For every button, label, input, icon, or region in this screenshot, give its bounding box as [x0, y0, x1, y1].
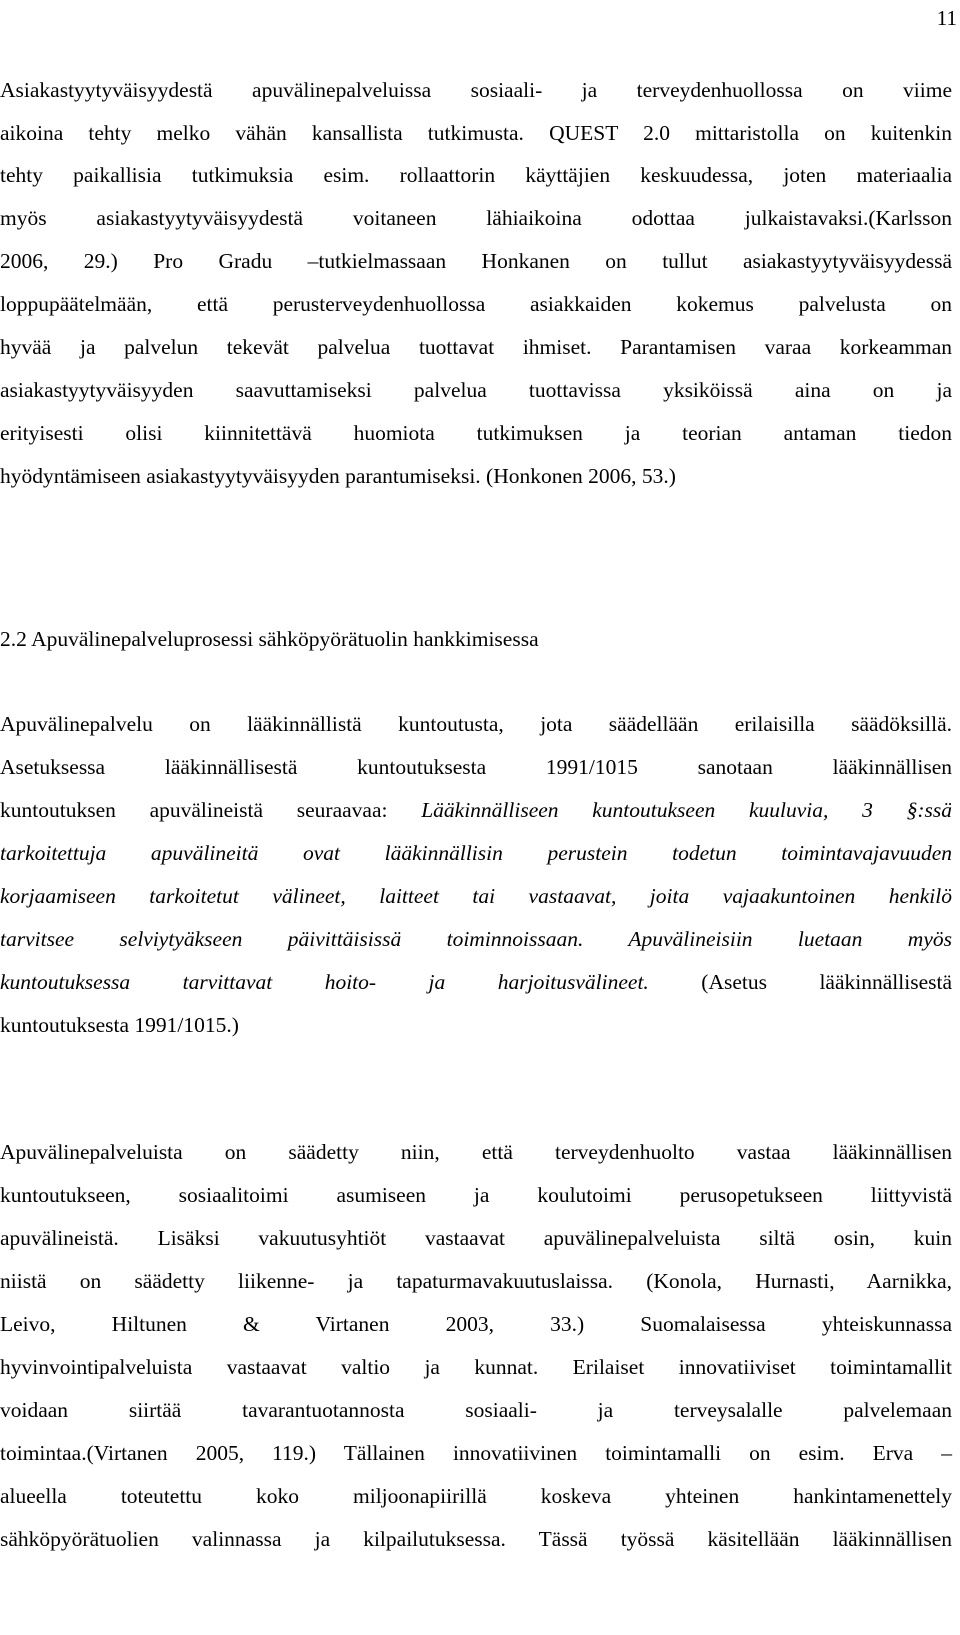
quote-span: tarkoitettuja apuvälineitä ovat lääkinnällisin perustein todetun toimintavajavuuden [0, 841, 952, 865]
paragraph-line: hyvää ja palvelun tekevät palvelua tuottavat ihmiset. Parantamisen varaa korkeamman [0, 335, 952, 359]
paragraph-line: kuntoutukseen, sosiaalitoimi asumiseen ja koulutoimi perusopetukseen liittyvistä [0, 1183, 952, 1207]
paragraph-line: loppupäätelmään, että perusterveydenhuollossa asiakkaiden kokemus palvelusta on [0, 292, 952, 316]
page-number: 11 [936, 6, 957, 30]
paragraph-line: alueella toteutettu koko miljoonapiirillä koskeva yhteinen hankintamenettely [0, 1484, 952, 1508]
paragraph-line: niistä on säädetty liikenne- ja tapaturmavakuutuslaissa. (Konola, Hurnasti, Aarnikka, [0, 1269, 952, 1293]
quote-span: tarvitsee selviytyäkseen päivittäisissä toiminnoissaan. Apuvälineisiin luetaan myös [0, 927, 952, 951]
paragraph-line [0, 796, 952, 824]
text-span: (Asetus lääkinnällisestä [648, 970, 952, 994]
section-heading: 2.2 Apuvälinepalveluprosessi sähköpyörätuolin hankkimisessa [0, 627, 539, 651]
text-span: kuntoutuksen apuvälineistä seuraavaa: [0, 798, 422, 822]
paragraph-line [0, 968, 952, 996]
paragraph-line: aikoina tehty melko vähän kansallista tutkimusta. QUEST 2.0 mittaristolla on kuitenkin [0, 121, 952, 145]
paragraph-line: Asetuksessa lääkinnällisestä kuntoutuksesta 1991/1015 sanotaan lääkinnällisen [0, 755, 952, 779]
paragraph-line: voidaan siirtää tavarantuotannosta sosiaali- ja terveysalalle palvelemaan [0, 1398, 952, 1422]
paragraph-line: erityisesti olisi kiinnitettävä huomiota tutkimuksen ja teorian antaman tiedon [0, 421, 952, 445]
paragraph-line: hyvinvointipalveluista vastaavat valtio ja kunnat. Erilaiset innovatiiviset toimintamallit [0, 1355, 952, 1379]
quote-span: korjaamiseen tarkoitetut välineet, laitteet tai vastaavat, joita vajaakuntoinen henkilö [0, 884, 952, 908]
paragraph-line: Asiakastyytyväisyydestä apuvälinepalveluissa sosiaali- ja terveydenhuollossa on viime [0, 78, 952, 102]
paragraph-line: apuvälineistä. Lisäksi vakuutusyhtiöt vastaavat apuvälinepalveluista siltä osin, kuin [0, 1226, 952, 1250]
paragraph-line: sähköpyörätuolien valinnassa ja kilpailutuksessa. Tässä työssä käsitellään lääkinnällisen [0, 1527, 952, 1551]
quote-span: Lääkinnälliseen kuntoutukseen kuuluvia, 3 §:ssä [421, 798, 952, 822]
paragraph-line: tehty paikallisia tutkimuksia esim. rollaattorin käyttäjien keskuudessa, joten materiaalia [0, 163, 952, 187]
paragraph-line [0, 882, 952, 910]
paragraph-line: kuntoutuksesta 1991/1015.) [0, 1013, 239, 1037]
paragraph-line [0, 839, 952, 867]
paragraph-line: asiakastyytyväisyyden saavuttamiseksi palvelua tuottavissa yksiköissä aina on ja [0, 378, 952, 402]
paragraph-line: toimintaa.(Virtanen 2005, 119.) Tällainen innovatiivinen toimintamalli on esim. Erva – [0, 1441, 952, 1465]
quote-span: kuntoutuksessa tarvittavat hoito- ja harjoitusvälineet. [0, 970, 649, 994]
paragraph-line: Apuvälinepalvelu on lääkinnällistä kuntoutusta, jota säädellään erilaisilla säädöksillä. [0, 712, 952, 736]
paragraph-line: myös asiakastyytyväisyydestä voitaneen lähiaikoina odottaa julkaistavaksi.(Karlsson [0, 206, 952, 230]
paragraph-line: hyödyntämiseen asiakastyytyväisyyden parantumiseksi. (Honkonen 2006, 53.) [0, 464, 676, 488]
paragraph-line: 2006, 29.) Pro Gradu –tutkielmassaan Honkanen on tullut asiakastyytyväisyydessä [0, 249, 952, 273]
paragraph-line: Leivo, Hiltunen & Virtanen 2003, 33.) Suomalaisessa yhteiskunnassa [0, 1312, 952, 1336]
paragraph-line: Apuvälinepalveluista on säädetty niin, että terveydenhuolto vastaa lääkinnällisen [0, 1140, 952, 1164]
paragraph-line [0, 925, 952, 953]
